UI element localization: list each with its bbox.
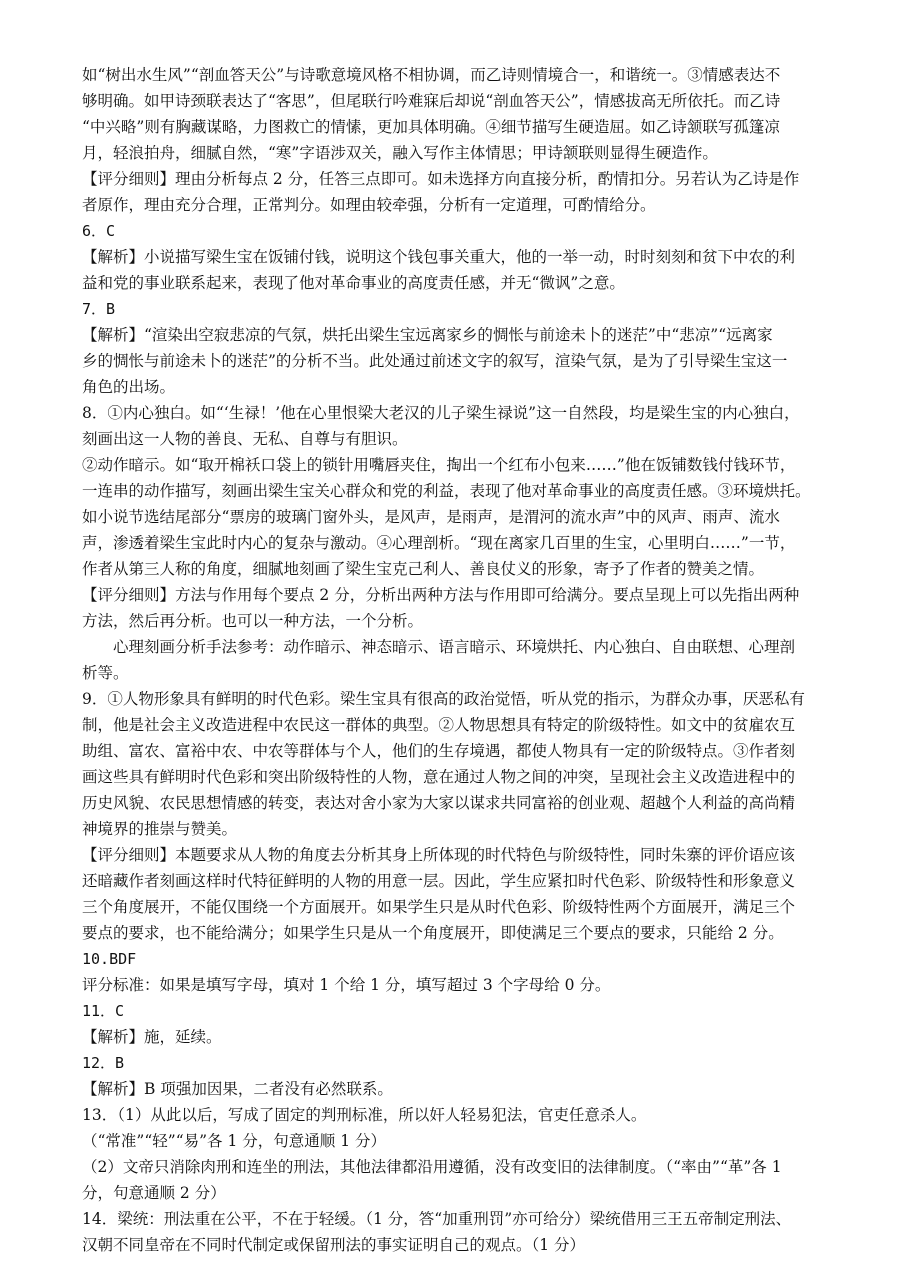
text-line: 月，轻浪拍舟，细腻自然，“寒”字语涉双关，融入写作主体情思；甲诗颔联则显得生硬造作。 xyxy=(82,144,718,162)
scoring-note: 【评分细则】理由分析每点 2 分，任答三点即可。如未选择方向直接分析，酌情扣分。另若认为乙诗是作 xyxy=(82,170,800,188)
text-line: 助组、富农、富裕中农、中农等群体与个人，他们的生存境遇，都使人物具有一定的阶级特点。③作者刻 xyxy=(82,742,796,760)
analysis-line: 益和党的事业联系起来，表现了他对革命事业的高度责任感，并无“微讽”之意。 xyxy=(82,274,625,292)
text-line: （2）文帝只消除肉刑和连坐的刑法，其他法律都沿用遵循，没有改变旧的法律制度。（“率由”“革”各 1 xyxy=(82,1158,782,1176)
scoring-note: 三个角度展开，不能仅围绕一个方面展开。如果学生只是从时代色彩、阶级特性两个方面展开，满足三个 xyxy=(82,898,796,916)
analysis-line: 【解析】小说描写梁生宝在饭铺付钱，说明这个钱包事关重大，他的一举一动，时时刻刻和贫下中农的利 xyxy=(82,248,796,266)
question-9-answer: 9．①人物形象具有鲜明的时代色彩。梁生宝具有很高的政治觉悟，听从党的指示，为群众办事，厌恶私有 xyxy=(82,690,805,708)
scoring-note: 要点的要求，也不能给满分；如果学生只是从一个角度展开，即使满足三个要点的要求，只能给 2 分。 xyxy=(82,924,784,942)
text-line: 分，句意通顺 2 分） xyxy=(82,1184,226,1202)
scoring-note: 方法，然后再分析。也可以一种方法，一个分析。 xyxy=(82,612,424,630)
question-13-answer: 13．（1）从此以后，写成了固定的判刑标准，所以奸人轻易犯法，官吏任意杀人。 xyxy=(82,1106,647,1124)
text-line: 作者从第三人称的角度，细腻地刻画了梁生宝克己利人、善良仗义的形象，寄予了作者的赞美之情。 xyxy=(82,560,765,578)
text-line: 一连串的动作描写，刻画出梁生宝关心群众和党的利益，表现了他对革命事业的高度责任感。③环境烘托。 xyxy=(82,482,811,500)
question-14-answer: 14．梁统：刑法重在公平，不在于轻缓。（1 分，答“加重刑罚”亦可给分）梁统借用三王五帝制定刑法、 xyxy=(82,1210,792,1228)
analysis-line: 【解析】施，延续。 xyxy=(82,1028,222,1046)
scoring-standard: 评分标准：如果是填写字母，填对 1 个给 1 分，填写超过 3 个字母给 0 分。 xyxy=(82,976,611,994)
scoring-note: 还暗藏作者刻画这样时代特征鲜明的人物的用意一层。因此，学生应紧扣时代色彩、阶级特性和形象意义 xyxy=(82,872,796,890)
text-line: 画这些具有鲜明时代色彩和突出阶级特性的人物，意在通过人物之间的冲突，呈现社会主义改造进程中的 xyxy=(82,768,796,786)
analysis-line: 【解析】B 项强加因果，二者没有必然联系。 xyxy=(82,1080,393,1098)
analysis-line: 【解析】“渲染出空寂悲凉的气氛，烘托出梁生宝远离家乡的惆怅与前途未卜的迷茫”中“悲凉”“远离家 xyxy=(82,326,773,344)
question-7-answer: 7．B xyxy=(82,300,116,318)
text-line: 汉朝不同皇帝在不同时代制定或保留刑法的事实证明自己的观点。（1 分） xyxy=(82,1236,586,1254)
analysis-line: 角色的出场。 xyxy=(82,378,176,396)
question-11-answer: 11．C xyxy=(82,1002,125,1020)
question-10-answer: 10.BDF xyxy=(82,950,137,968)
scoring-note: 【评分细则】方法与作用每个要点 2 分，分析出两种方法与作用即可给满分。要点呈现上可以先指出两种 xyxy=(82,586,800,604)
scoring-note: 【评分细则】本题要求从人物的角度去分析其身上所体现的时代特色与阶级特性，同时朱寨的评价语应该 xyxy=(82,846,796,864)
text-line: 如“树出水生风”“剖血答天公”与诗歌意境风格不相协调，而乙诗则情境合一，和谐统一。③情感表达不 xyxy=(82,66,781,84)
text-line: 如小说节选结尾部分“票房的玻璃门窗外头，是风声，是雨声，是渭河的流水声”中的风声、雨声、流水 xyxy=(82,508,780,526)
text-line: 刻画出这一人物的善良、无私、自尊与有胆识。 xyxy=(82,430,408,448)
text-line: 历史风貌、农民思想情感的转变，表达对舍小家为大家以谋求共同富裕的创业观、超越个人利益的高尚精 xyxy=(82,794,796,812)
text-line: 声，渗透着梁生宝此时内心的复杂与激动。④心理剖析。“现在离家几百里的生宝，心里明白……”一节， xyxy=(82,534,796,552)
question-12-answer: 12．B xyxy=(82,1054,125,1072)
text-line: 够明确。如甲诗颈联表达了“客思”，但尾联行吟难寐后却说“剖血答天公”，情感拔高无所依托。而乙诗 xyxy=(82,92,781,110)
scoring-note: 者原作，理由充分合理，正常判分。如理由较牵强，分析有一定道理，可酌情给分。 xyxy=(82,196,656,214)
reference-note: 析等。 xyxy=(82,664,129,682)
analysis-line: 乡的惆怅与前途未卜的迷茫”的分析不当。此处通过前述文字的叙写，渲染气氛，是为了引导梁生宝这一 xyxy=(82,352,788,370)
question-6-answer: 6．C xyxy=(82,222,116,240)
reference-note: 心理刻画分析手法参考：动作暗示、神态暗示、语言暗示、环境烘托、内心独白、自由联想、心理剖 xyxy=(113,638,796,656)
question-8-answer: 8．①内心独白。如“‘生禄！’他在心里恨梁大老汉的儿子梁生禄说”这一自然段，均是梁生宝的内心独白， xyxy=(82,404,800,422)
text-line: ②动作暗示。如“取开棉袄口袋上的锁针用嘴唇夹住，掏出一个红布小包来……”他在饭铺数钱付钱环节， xyxy=(82,456,796,474)
text-line: （“常准”“轻”“易”各 1 分，句意通顺 1 分） xyxy=(82,1132,386,1150)
text-line: 神境界的推崇与赞美。 xyxy=(82,820,238,838)
text-line: 制，他是社会主义改造进程中农民这一群体的典型。②人物思想具有特定的阶级特性。如文中的贫雇农互 xyxy=(82,716,796,734)
text-line: “中兴略”则有胸藏谋略，力图救亡的情愫，更加具体明确。④细节描写生硬造屈。如乙诗颔联写孤篷凉 xyxy=(82,118,780,136)
